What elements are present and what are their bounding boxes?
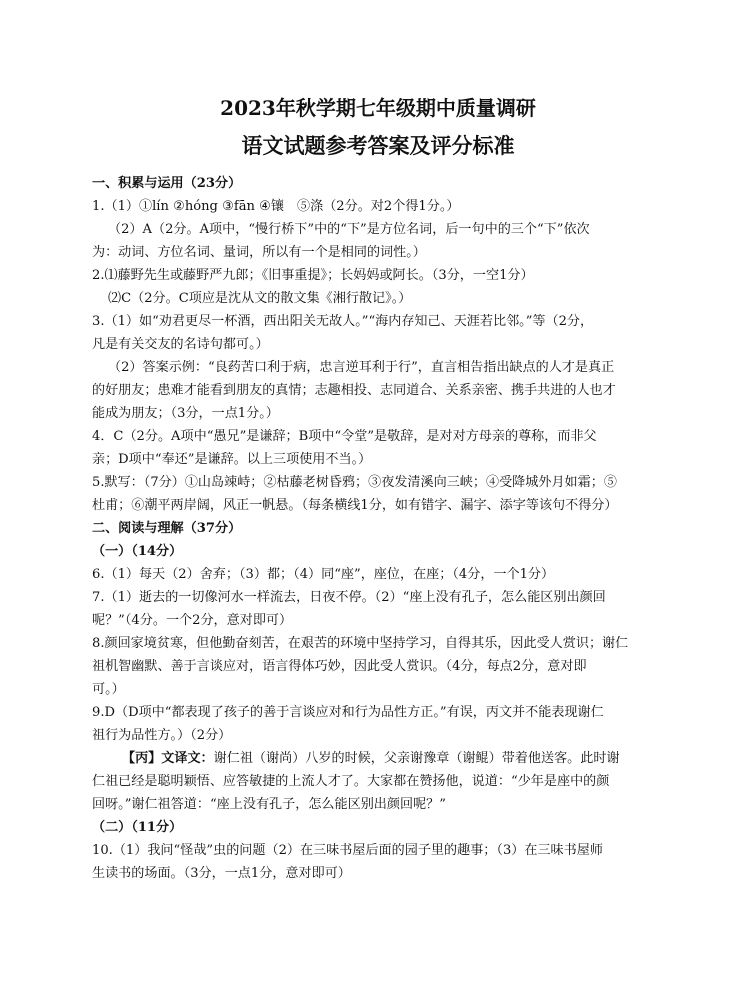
translation-line xyxy=(122,749,620,769)
text-line: 的好朋友；患难才能看到朋友的真情；志趣相投、志同道合、关系亲密、携手共进的人也才 xyxy=(92,383,616,398)
text-line: 5.默写：（7分）①山岛竦峙；②枯藤老树昏鸦；③夜发清溪向三峡；④受降城外月如霜；⑤ xyxy=(92,475,617,490)
text-line: 9.D（D项中“都表现了孩子的善于言谈应对和行为品性方正。”有误，丙文并不能表现谢仁 xyxy=(92,705,604,720)
text-line: 凡是有关交友的名诗句都可。） xyxy=(92,337,269,352)
text-line: ⑵C（2分。C项应是沈从文的散文集《湘行散记》。） xyxy=(108,291,412,306)
text-line: 3.（1）如“劝君更尽一杯酒，西出阳关无故人。”“海内存知己、天涯若比邻。”等（2分， xyxy=(92,314,594,329)
translation-label: 【丙】文译文： xyxy=(122,751,214,766)
text-line: 4．C（2分。A项中“愚兄”是谦辞；B项中“令堂”是敬辞，是对对方母亲的尊称，而非父 xyxy=(92,429,597,444)
translation-text: 谢仁祖（谢尚）八岁的时候，父亲谢豫章（谢鲲）带着他送客。此时谢 xyxy=(213,751,620,766)
subsection-heading: （二）（11分） xyxy=(92,820,183,835)
text-line: 7.（1）逝去的一切像河水一样流去，日夜不停。（2）“座上没有孔子，怎么能区别出颜回 xyxy=(92,590,606,605)
text-line: 仁祖已经是聪明颖悟、应答敏捷的上流人才了。大家都在赞扬他，说道：“少年是座中的颜 xyxy=(92,774,610,789)
text-line: 2.⑴藤野先生或藤野严九郎；《旧事重提》；长妈妈或阿长。（3分，一空1分） xyxy=(92,268,534,283)
subsection-heading: （一）（14分） xyxy=(92,544,183,559)
document-title: 2023年秋学期七年级期中质量调研 xyxy=(220,96,536,120)
text-line: 为：动词、方位名词、量词，所以有一个是相同的词性。） xyxy=(92,245,426,260)
text-line: 6.（1）每天（2）舍弃；（3）都；（4）同“座”，座位，在座；（4分，一个1分） xyxy=(92,567,555,582)
text-line: 亲；D项中“奉还”是谦辞。以上三项使用不当。） xyxy=(92,452,372,467)
text-line: （2）A（2分。A项中，“慢行桥下”中的“下”是方位名词，后一句中的三个“下”依次 xyxy=(108,222,590,237)
section-heading: 二、阅读与理解（37分） xyxy=(92,521,242,536)
text-line: 1.（1）①lín ②hóng ③fān ④镶 ⑤涤（2分。对2个得1分。） xyxy=(92,199,460,214)
section-heading: 一、积累与运用（23分） xyxy=(92,176,242,191)
text-line: 10.（1）我问“怪哉”虫的问题（2）在三味书屋后面的园子里的趣事；（3）在三味书屋师 xyxy=(92,843,603,858)
text-line: （2）答案示例：“良药苦口利于病，忠言逆耳利于行”，直言相告指出缺点的人才是真正 xyxy=(108,360,615,375)
text-line: 杜甫；⑥潮平两岸阔，风正一帆悬。（每条横线1分，如有错字、漏字、添字等该句不得分） xyxy=(92,498,618,513)
text-line: 生读书的场面。（3分，一点1分，意对即可） xyxy=(92,866,351,881)
text-line: 回呀。”谢仁祖答道：“座上没有孔子，怎么能区别出颜回呢？” xyxy=(92,797,446,812)
text-line: 能成为朋友；（3分，一点1分。） xyxy=(92,406,279,421)
text-line: 呢？”（4分。一个2分，意对即可） xyxy=(92,613,293,628)
text-line: 祖机智幽默、善于言谈应对，语言得体巧妙，因此受人赏识。（4分，每点2分，意对即 xyxy=(92,659,587,674)
text-line: 祖行为品性方。）（2分） xyxy=(92,728,232,743)
text-line: 可。） xyxy=(92,682,125,697)
document-subtitle: 语文试题参考答案及评分标准 xyxy=(241,133,515,158)
text-line: 8.颜回家境贫寒，但他勤奋刻苦，在艰苦的环境中坚持学习，自得其乐，因此受人赏识；谢仁 xyxy=(92,636,629,651)
